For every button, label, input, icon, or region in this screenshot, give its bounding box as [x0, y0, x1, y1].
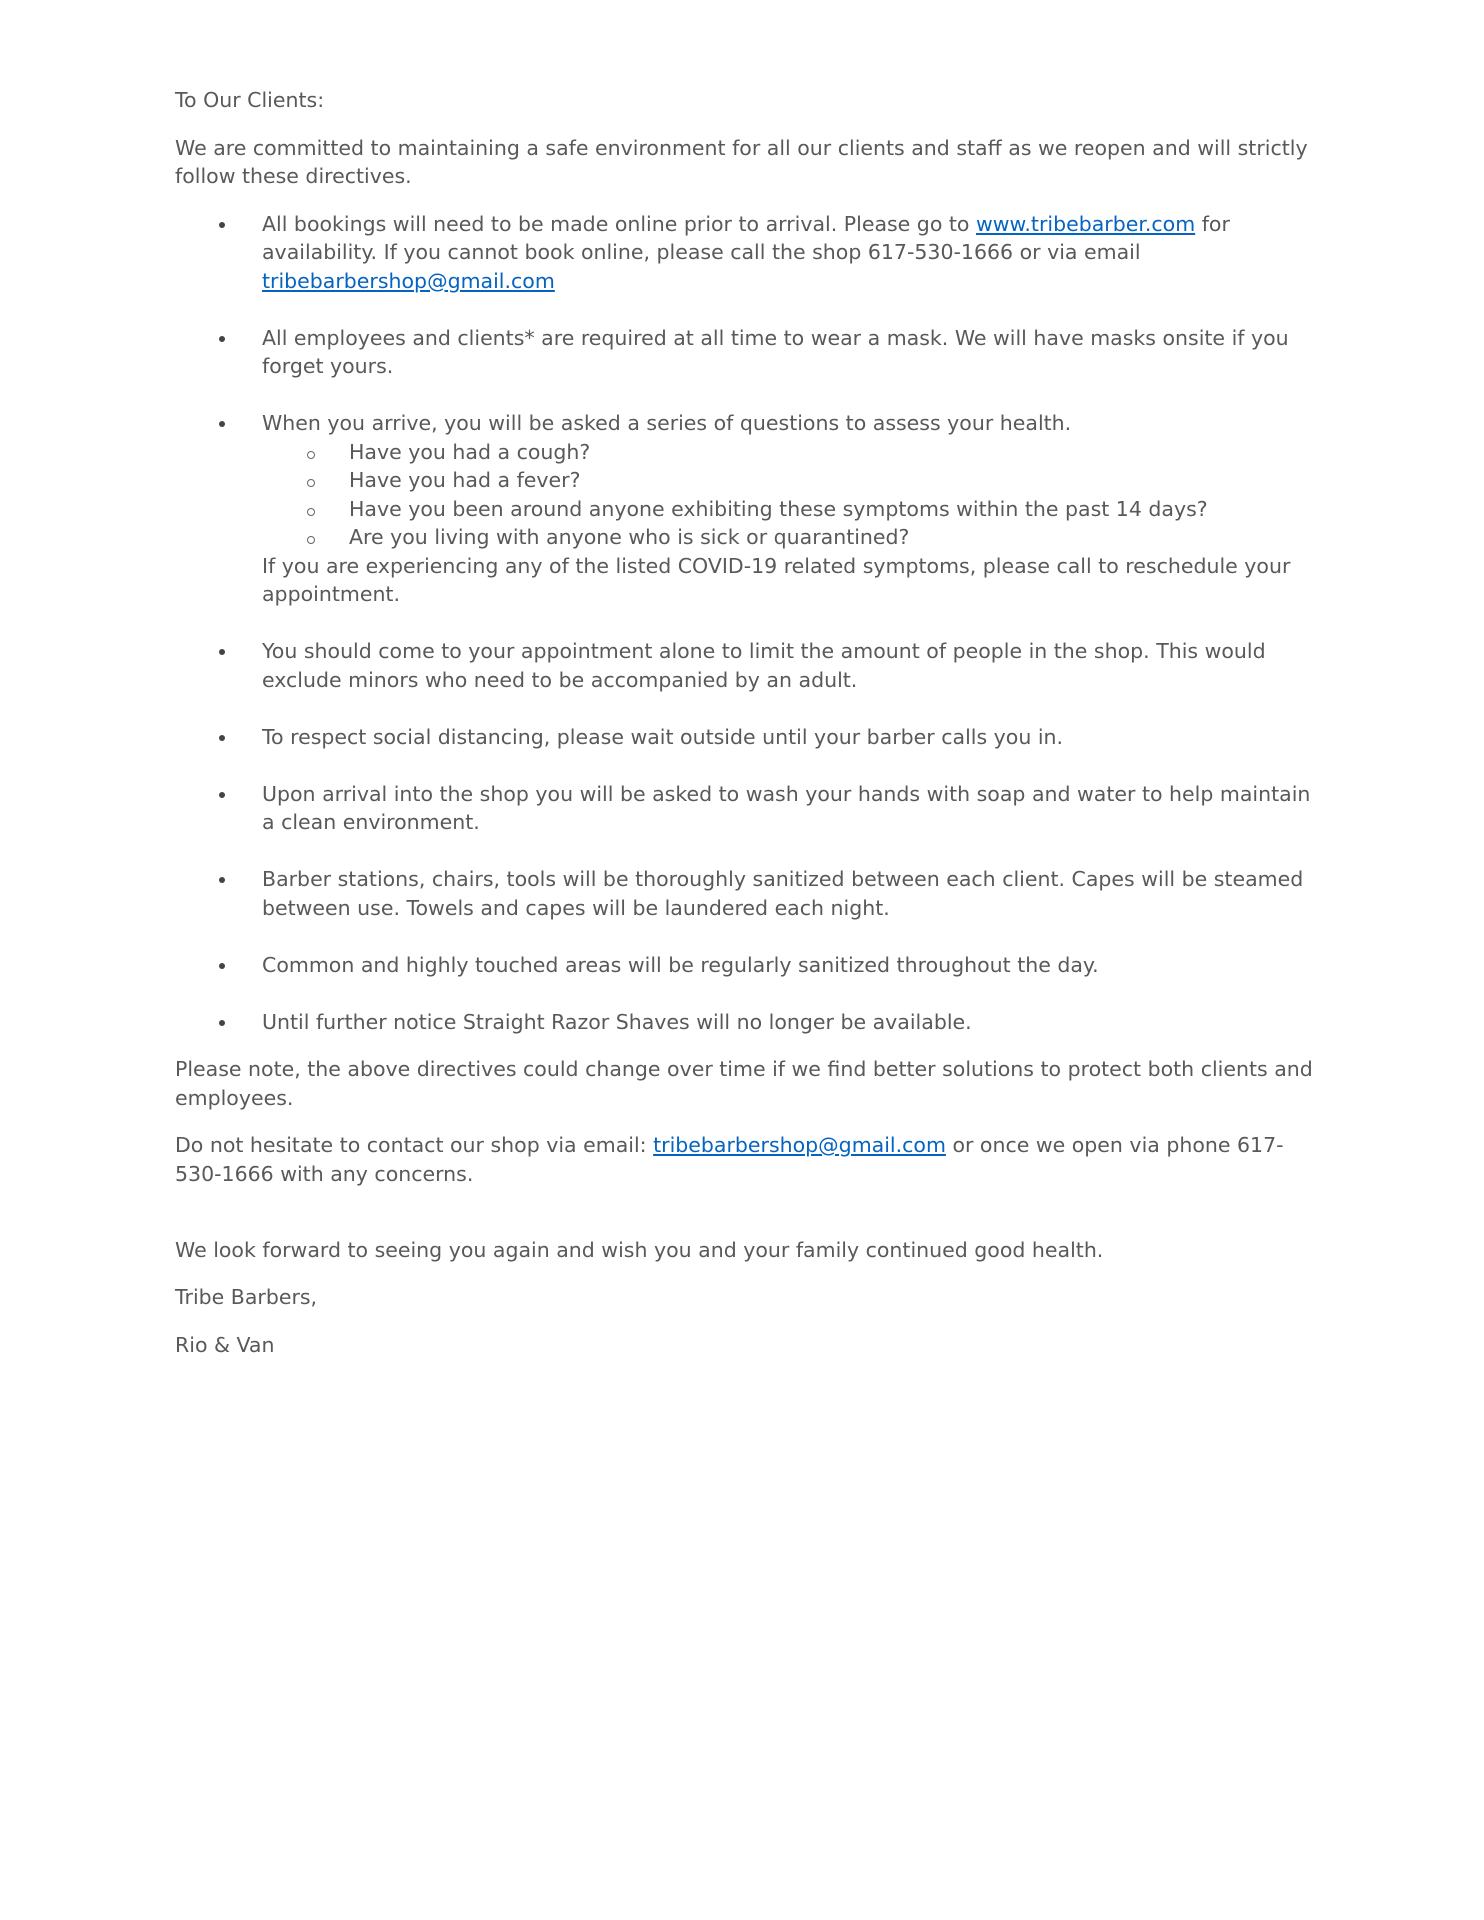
- question-item: Have you had a cough?: [262, 438, 1325, 467]
- contact-text-cont: or once we open via phone 617-530-1666 with any concerns.: [175, 1133, 1284, 1186]
- directive-come-alone: You should come to your appointment alone to limit the amount of people in the shop. This would exclude minors who need to be accompanied by an adult.: [175, 637, 1325, 694]
- directive-booking: [175, 210, 1325, 296]
- greeting: To Our Clients:: [175, 88, 325, 112]
- contact-paragraph: [175, 1131, 1325, 1188]
- directive-wait-outside: To respect social distancing, please wait outside until your barber calls you in.: [175, 723, 1325, 752]
- question-item: Have you had a fever?: [262, 466, 1325, 495]
- question-item: Have you been around anyone exhibiting these symptoms within the past 14 days?: [262, 495, 1325, 524]
- directive-sanitize-areas: Common and highly touched areas will be regularly sanitized throughout the day.: [175, 951, 1325, 980]
- booking-text-cont: for availability. If you cannot book online, please call the shop 617-530-1666 or via email: [262, 211, 1230, 264]
- directive-mask: All employees and clients* are required at all time to wear a mask. We will have masks onsite if you forget yours.: [175, 324, 1325, 381]
- change-note: Please note, the above directives could change over time if we find better solutions to protect both clients and employees.: [175, 1057, 1313, 1110]
- contact-email-link[interactable]: tribebarbershop@gmail.com: [653, 1133, 946, 1157]
- signoff: Tribe Barbers,: [175, 1285, 318, 1309]
- question-item: Are you living with anyone who is sick or quarantined?: [262, 523, 1325, 552]
- health-questions-intro: When you arrive, you will be asked a series of questions to assess your health.: [262, 411, 1072, 435]
- directive-no-shaves: Until further notice Straight Razor Shaves will no longer be available.: [175, 1008, 1325, 1037]
- letter: [175, 86, 1325, 1378]
- questions-list: [262, 438, 1325, 552]
- directive-health-questions: [175, 409, 1325, 609]
- email-link[interactable]: tribebarbershop@gmail.com: [262, 268, 555, 293]
- booking-text: All bookings will need to be made online prior to arrival. Please go to: [262, 211, 976, 236]
- closing-paragraph: We look forward to seeing you again and wish you and your family continued good health.: [175, 1237, 1104, 1262]
- contact-text: Do not hesitate to contact our shop via email:: [175, 1133, 654, 1157]
- website-link[interactable]: www.tribebarber.com: [975, 211, 1196, 236]
- directives-list: [175, 210, 1325, 1037]
- directive-wash-hands: Upon arrival into the shop you will be asked to wash your hands with soap and water to help maintain a clean environment.: [175, 780, 1325, 837]
- symptoms-note: If you are experiencing any of the listed COVID-19 related symptoms, please call to reschedule your appointment.: [262, 553, 1291, 606]
- intro-paragraph: We are committed to maintaining a safe environment for all our clients and staff as we reopen and will strictly follow these directives.: [175, 135, 1308, 188]
- directive-sanitize-stations: Barber stations, chairs, tools will be thoroughly sanitized between each client. Capes will be steamed between use. Towels and capes will be laundered each night.: [175, 865, 1325, 922]
- signature-names: Rio & Van: [175, 1332, 275, 1357]
